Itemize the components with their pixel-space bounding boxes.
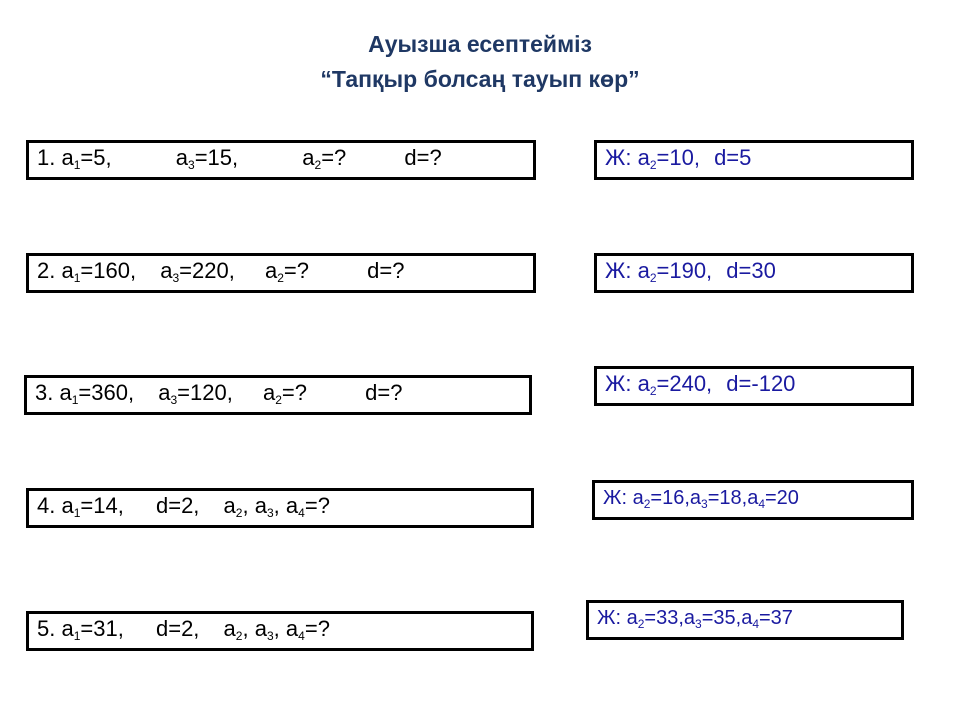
var-a2: $a_2$ bbox=[626, 607, 645, 631]
value-a1: =31, bbox=[80, 616, 124, 641]
answer-box-4 bbox=[592, 480, 914, 520]
question-number: 2. bbox=[37, 258, 56, 283]
var-a3: $a_3$ bbox=[254, 493, 274, 520]
value-d: d=? bbox=[365, 380, 403, 405]
question-box-5 bbox=[26, 611, 534, 651]
var-a1: $a_1$ bbox=[61, 493, 81, 520]
var-a4: $a_4$ bbox=[285, 616, 305, 643]
var-a3: $a_3$ bbox=[160, 258, 180, 285]
value-a3: , bbox=[273, 493, 280, 518]
value-a1: =14, bbox=[80, 493, 124, 518]
question-number: 5. bbox=[37, 616, 56, 641]
value-a3: =15, bbox=[194, 145, 239, 170]
var-a4: $a_4$ bbox=[747, 487, 765, 511]
var-a3: $a_3$ bbox=[683, 607, 702, 631]
answer-prefix: Ж: bbox=[605, 371, 632, 396]
answer-prefix: Ж: bbox=[605, 145, 632, 170]
value-d: d=5 bbox=[714, 145, 752, 170]
value-d: d=? bbox=[404, 145, 442, 170]
value-a1: =5, bbox=[80, 145, 112, 170]
answer-box-3 bbox=[594, 366, 914, 406]
value-a4: =20 bbox=[765, 487, 799, 509]
value-a4: =? bbox=[304, 493, 330, 518]
var-a2: $a_2$ bbox=[632, 487, 651, 511]
value-a3: =220, bbox=[179, 258, 235, 283]
var-a2: $a_2$ bbox=[223, 616, 243, 643]
value-a2: =? bbox=[321, 145, 347, 170]
value-a2: , bbox=[242, 616, 249, 641]
var-a1: $a_1$ bbox=[61, 616, 81, 643]
var-a2: $a_2$ bbox=[637, 145, 657, 172]
answer-box-1 bbox=[594, 140, 914, 180]
value-d: d=? bbox=[367, 258, 405, 283]
answer-prefix: Ж: bbox=[603, 487, 628, 509]
value-a2: =? bbox=[283, 258, 309, 283]
var-a1: $a_1$ bbox=[61, 258, 81, 285]
value-a1: =360, bbox=[78, 380, 135, 405]
var-a3: $a_3$ bbox=[175, 145, 195, 172]
value-a2: =33, bbox=[644, 607, 684, 629]
value-a3: =35, bbox=[701, 607, 742, 629]
value-d: d=30 bbox=[726, 258, 776, 283]
var-a4: $a_4$ bbox=[741, 607, 759, 631]
value-d: d=2, bbox=[155, 493, 200, 518]
var-a3: $a_3$ bbox=[254, 616, 274, 643]
var-a4: $a_4$ bbox=[285, 493, 305, 520]
var-a1: $a_1$ bbox=[61, 145, 81, 172]
question-box-4 bbox=[26, 488, 534, 528]
question-number: 1. bbox=[37, 145, 56, 170]
var-a3: $a_3$ bbox=[158, 380, 178, 407]
question-box-3 bbox=[24, 375, 532, 415]
question-box-1 bbox=[26, 140, 536, 180]
page-title: Ауызша есептейміз bbox=[368, 31, 592, 57]
value-a3: =120, bbox=[177, 380, 233, 405]
question-number: 3. bbox=[35, 380, 54, 405]
question-number: 4. bbox=[37, 493, 56, 518]
var-a1: $a_1$ bbox=[59, 380, 79, 407]
value-d: d=-120 bbox=[726, 371, 796, 396]
value-a2: , bbox=[242, 493, 249, 518]
var-a2: $a_2$ bbox=[262, 380, 282, 407]
value-a2: =10, bbox=[656, 145, 700, 170]
page-subtitle: “Тапқыр болсаң тауып көр” bbox=[320, 66, 640, 92]
value-a4: =37 bbox=[759, 607, 793, 629]
value-a3: , bbox=[273, 616, 280, 641]
value-a2: =16, bbox=[650, 487, 690, 509]
answer-box-2 bbox=[594, 253, 914, 293]
value-a3: =18, bbox=[707, 487, 748, 509]
var-a2: $a_2$ bbox=[223, 493, 243, 520]
value-d: d=2, bbox=[155, 616, 200, 641]
var-a2: $a_2$ bbox=[264, 258, 284, 285]
value-a2: =? bbox=[281, 380, 307, 405]
answer-prefix: Ж: bbox=[605, 258, 632, 283]
var-a2: $a_2$ bbox=[637, 371, 657, 398]
question-box-2 bbox=[26, 253, 536, 293]
value-a1: =160, bbox=[80, 258, 137, 283]
answer-box-5 bbox=[586, 600, 904, 640]
answer-prefix: Ж: bbox=[597, 607, 622, 629]
value-a2: =240, bbox=[656, 371, 713, 396]
value-a4: =? bbox=[304, 616, 330, 641]
var-a2: $a_2$ bbox=[302, 145, 322, 172]
var-a3: $a_3$ bbox=[689, 487, 708, 511]
value-a2: =190, bbox=[656, 258, 713, 283]
var-a2: $a_2$ bbox=[637, 258, 657, 285]
